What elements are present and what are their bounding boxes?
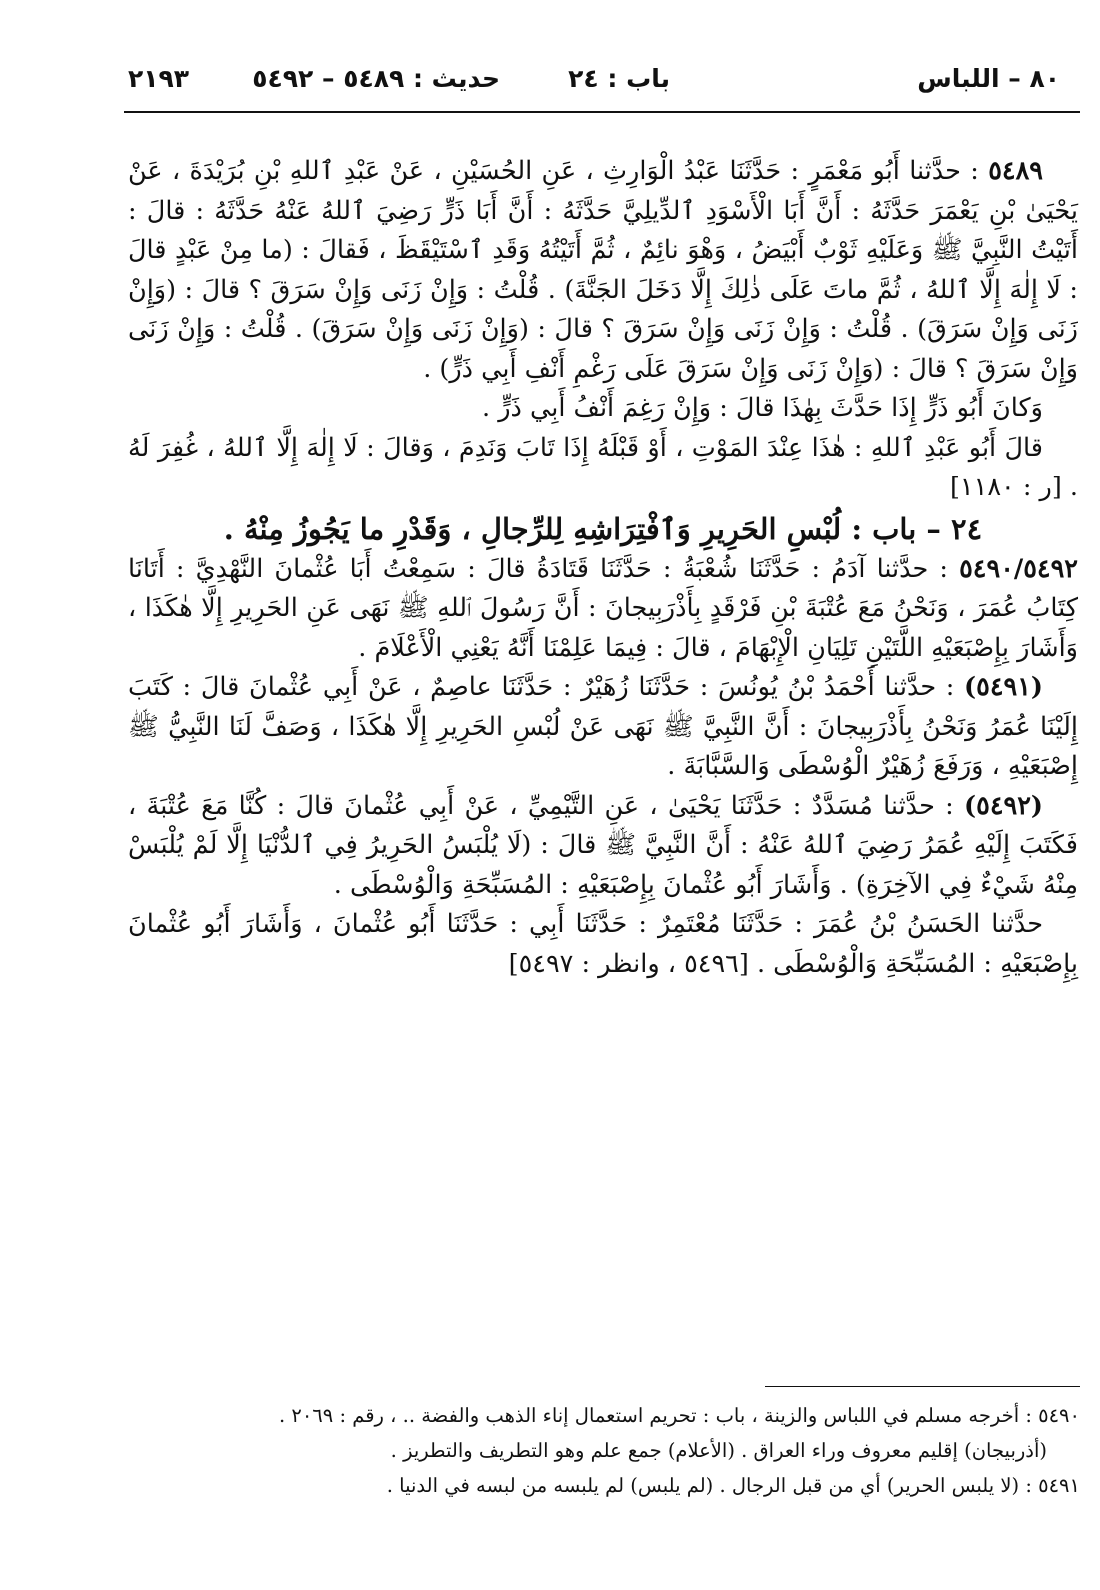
header-rule [124, 111, 1080, 113]
hadith-number: (٥٤٩٢) [964, 790, 1043, 821]
hadith-5491 [128, 668, 1078, 787]
footnote: (أذربيجان) إقليم معروف وراء العراق . (الأعلام) جمع علم وهو التطريف والتطريز . [390, 1439, 1047, 1462]
hadith-5490 [128, 550, 1078, 669]
running-header [128, 58, 1080, 102]
bab-label: باب : ٢٤ [568, 64, 670, 93]
hadith-number: (٥٤٩١) [964, 672, 1043, 702]
footnotes [128, 1398, 1080, 1503]
footnote: ٥٤٩٠ : أخرجه مسلم في اللباس والزينة ، باب : تحريم استعمال إناء الذهب والفضة .. ، رقم : ٢٠٦٩ . [278, 1404, 1080, 1427]
paragraph: وَكانَ أَبُو ذَرٍّ إِذَا حَدَّثَ بِهٰذَا قالَ : وَإِنْ رَغِمَ أَنْفُ أَبِي ذَرٍّ . [482, 393, 1043, 423]
hadith-5492 [128, 787, 1078, 906]
hadith-number: ٥٤٨٩ [988, 156, 1043, 186]
paragraph: حدَّثنا الحَسَنُ بْنُ عُمَرَ : حَدَّثَنَا مُعْتَمِرٌ : حَدَّثَنَا أَبِي : حَدَّثَنَا أَبُو عُثْمانَ ، وَأَشَارَ أَبُو عُثْمانَ بِإِصْبَعَيْهِ : المُسَبِّحَةِ وَالْوُسْطَى . [٥٤٩٦ ، وانظر : ٥٤٩٧] [128, 909, 1078, 979]
hadith-range: حديث : ٥٤٨٩ – ٥٤٩٢ [252, 64, 500, 93]
hadith-text: : حدَّثنا أَبُو مَعْمَرٍ : حَدَّثَنَا عَبْدُ الْوَارِثِ ، عَنِ الحُسَيْنِ ، عَنْ عَبْدِ ٱللهِ بْنِ بُرَيْدَةَ ، عَنْ يَحْيَىٰ بْنِ يَعْمَرَ حَدَّثَهُ : أَنَّ أَبَا الْأَسْوَدِ ٱلدِّيلِيَّ حَدَّثَهُ : أَنَّ أَبَا ذَرٍّ رَضِيَ ٱللهُ عَنْهُ حَدَّثَهُ : قالَ : أَتَيْتُ النَّبِيَّ ﷺ وَعَلَيْهِ ثَوْبٌ أَبْيَضُ ، وَهْوَ نائِمٌ ، ثُمَّ أَتَيْتُهُ وَقَدِ ٱسْتَيْقَظَ ، فَقالَ : (ما مِنْ عَبْدٍ قالَ : لَا إِلٰهَ إِلَّا ٱللهُ ، ثُمَّ ماتَ عَلَى ذٰلِكَ إِلَّا دَخَلَ الجَنَّةَ) . قُلْتُ : وَإِنْ زَنَى وَإِنْ سَرَقَ ؟ قالَ : (وَإِنْ زَنَى وَإِنْ سَرَقَ) . قُلْتُ : وَإِنْ زَنَى وَإِنْ سَرَقَ ؟ قالَ : (وَإِنْ زَنَى وَإِنْ سَرَقَ) . قُلْتُ : وَإِنْ زَنَى وَإِنْ سَرَقَ ؟ قالَ : (وَإِنْ زَنَى وَإِنْ سَرَقَ عَلَى رَغْمِ أَنْفِ أَبِي ذَرٍّ) . [128, 156, 1078, 384]
hadith-text: : حدَّثنا مُسَدَّدٌ : حَدَّثَنَا يَحْيَىٰ ، عَنِ التَّيْمِيِّ ، عَنْ أَبِي عُثْمانَ قالَ : كُنَّا مَعَ عُتْبَةَ ، فَكَتَبَ إِلَيْهِ عُمَرُ رَضِيَ ٱللهُ عَنْهُ : أَنَّ النَّبِيَّ ﷺ قالَ : (لَا يُلْبَسُ الحَرِيرُ فِي ٱلدُّنْيَا إِلَّا لَمْ يُلْبَسْ مِنْهُ شَيْءٌ فِي الآخِرَةِ) . وَأَشَارَ أَبُو عُثْمانَ بِإِصْبَعَيْهِ : المُسَبِّحَةِ وَالْوُسْطَى . [128, 790, 1078, 900]
hadith-number: ٥٤٩٠/٥٤٩٢ [959, 553, 1078, 584]
hadith-5489 [128, 152, 1078, 389]
page-number: ٢١٩٣ [128, 64, 190, 93]
hadith-text: : حدَّثنا آدَمُ : حَدَّثَنَا شُعْبَةُ : حَدَّثَنَا قَتَادَةُ قالَ : سَمِعْتُ أَبَا عُثْمانَ النَّهْدِيَّ : أَتَانَا كِتَابُ عُمَرَ ، وَنَحْنُ مَعَ عُتْبَةَ بْنِ فَرْقَدٍ بِأَذْرَبِيجانَ : أَنَّ رَسُولَ ٱللهِ ﷺ نَهَى عَنِ الحَرِيرِ إِلَّا هٰكَذَا ، وَأَشَارَ بِإِصْبَعَيْهِ اللَّتَيْنِ تَلِيَانِ الْإِبْهَامَ ، قالَ : فِيمَا عَلِمْنَا أَنَّهُ يَعْنِي الْأَعْلَامَ . [128, 553, 1078, 663]
hadith-text: : حدَّثنا أَحْمَدُ بْنُ يُونُسَ : حَدَّثَنَا زُهَيْرٌ : حَدَّثَنَا عاصِمٌ ، عَنْ أَبِي عُثْمانَ قالَ : كَتَبَ إِلَيْنَا عُمَرُ وَنَحْنُ بِأَذْرَبِيجانَ : أَنَّ النَّبِيَّ ﷺ نَهَى عَنْ لُبْسِ الحَرِيرِ إِلَّا هٰكَذَا ، وَصَفَّ لَنَا النَّبِيُّ ﷺ إِصْبَعَيْهِ ، وَرَفَعَ زُهَيْرٌ الْوُسْطَى وَالسَّبَّابَةَ . [128, 672, 1078, 781]
main-text [128, 152, 1078, 984]
chapter-title: ٨٠ – اللباس [917, 64, 1060, 93]
bab-title: ٢٤ – باب : لُبْسِ الحَرِيرِ وَٱفْتِرَاشِهِ لِلرِّجالِ ، وَقَدْرِ ما يَجُوزُ مِنْهُ . [223, 511, 983, 546]
footnote-rule [765, 1386, 1080, 1387]
footnote: ٥٤٩١ : (لا يلبس الحرير) أي من قبل الرجال . (لم يلبس) لم يلبسه من لبسه في الدنيا . [386, 1474, 1080, 1497]
paragraph: قالَ أَبُو عَبْدِ ٱللهِ : هٰذَا عِنْدَ المَوْتِ ، أَوْ قَبْلَهُ إِذَا تَابَ وَنَدِمَ ، وَقالَ : لَا إِلٰهَ إِلَّا ٱللهُ ، غُفِرَ لَهُ . [ر : ١١٨٠] [128, 432, 1078, 502]
